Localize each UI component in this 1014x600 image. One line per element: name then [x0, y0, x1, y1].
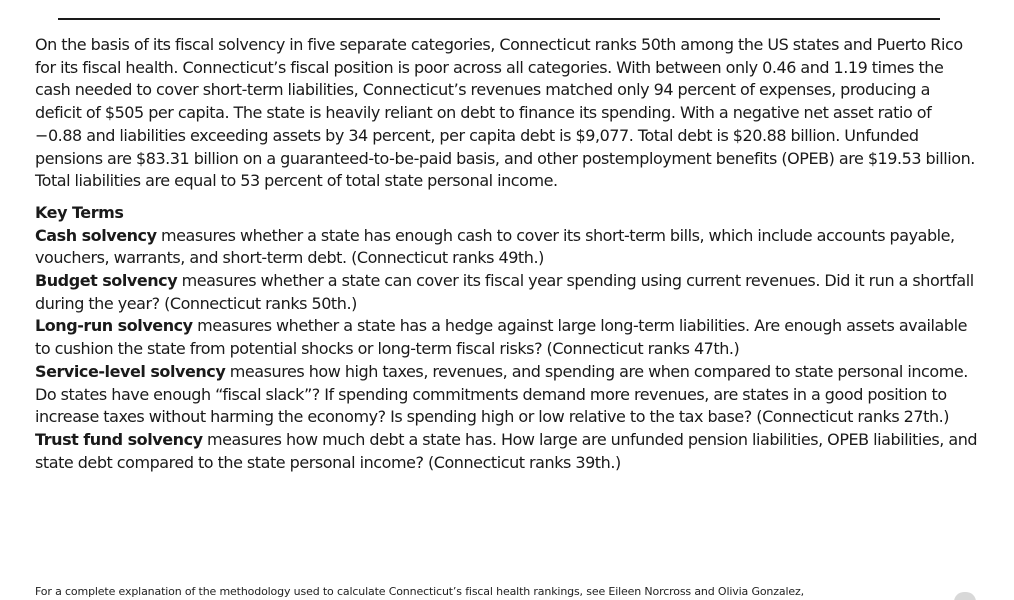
term-budget-solvency: [35, 270, 980, 315]
top-divider: [58, 18, 940, 20]
term-name: Budget solvency: [35, 271, 178, 291]
term-description: measures whether a state can cover its fiscal year spending using current revenues. Did it run a shortfall during the year? (Connecticut ranks 50th.): [35, 271, 974, 313]
term-name: Long-run solvency: [35, 316, 193, 336]
term-description: measures how much debt a state has. How large are unfunded pension liabilities, OPEB liabilities, and state debt compared to the state personal income? (Connecticut ranks 39th.): [35, 429, 978, 472]
key-terms-heading: Key Terms: [35, 202, 124, 222]
term-service-level-solvency: [35, 361, 980, 429]
intro-paragraph: On the basis of its fiscal solvency in five separate categories, Connecticut ranks 50th among the US states and Puerto Rico for its fiscal health. Connecticut’s fiscal position is poor across all categories. With between only 0.46 and 1.19 times the cash needed to cover short-term liabilities, Connecticut’s revenues matched only 94 percent of expenses, producing a deficit of $505 per capita. The state is heavily reliant on debt to finance its spending. With a negative net asset ratio of −0.88 and liabilities exceeding assets by 34 percent, per capita debt is $9,077. Total debt is $20.88 billion. Unfunded pensions are $83.31 billion on a guaranteed-to-be-paid basis, and other postemployment benefits (OPEB) are $19.53 billion. Total liabilities are equal to 53 percent of total state personal income.: [35, 35, 975, 191]
term-cash-solvency: [35, 225, 980, 270]
term-name: Service-level solvency: [35, 361, 226, 381]
term-trust-fund-solvency: [35, 429, 980, 474]
term-name: Trust fund solvency: [35, 429, 203, 449]
term-name: Cash solvency: [35, 225, 157, 245]
term-description: measures whether a state has enough cash to cover its short-term bills, which include accounts payable, vouchers, warrants, and short-term debt. (Connecticut ranks 49th.): [35, 225, 955, 268]
document-body: [35, 34, 980, 474]
term-description: measures how high taxes, revenues, and spending are when compared to state personal income. Do states have enough “fiscal slack”? If spending commitments demand more revenues, are states in a good position to increase taxes without harming the economy? Is spending high or low relative to the tax base? (Connecticut ranks 27th.): [35, 361, 968, 427]
footnote: For a complete explanation of the methodology used to calculate Connecticut’s fiscal health rankings, see Eileen Norcross and Olivia Gonzalez,: [35, 585, 804, 598]
term-description: measures whether a state has a hedge against large long-term liabilities. Are enough assets available to cushion the state from potential shocks or long-term fiscal risks? (Connecticut ranks 47th.): [35, 316, 967, 359]
term-long-run-solvency: [35, 315, 980, 360]
